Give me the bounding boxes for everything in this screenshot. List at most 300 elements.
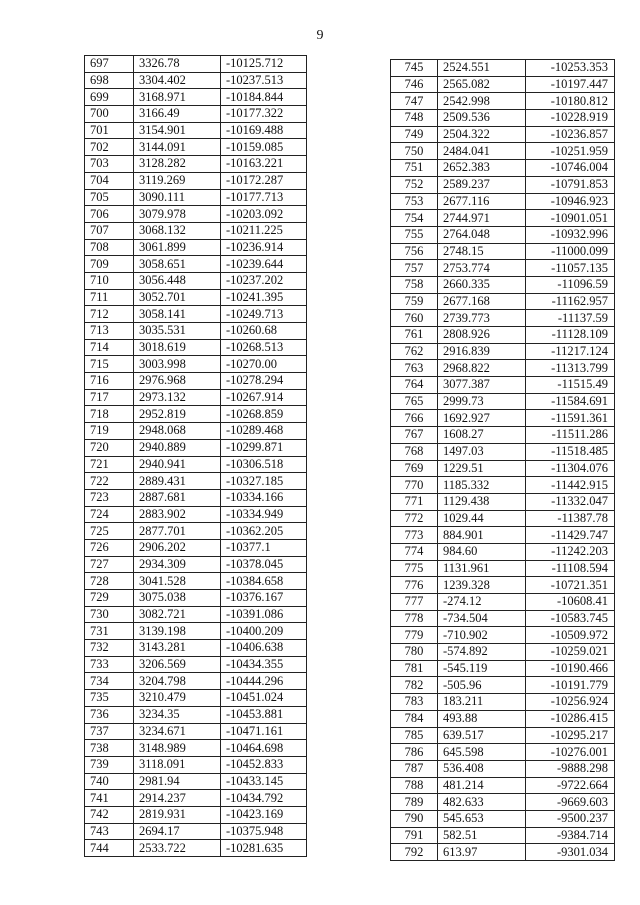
x-coordinate-cell: 2877.701 (134, 523, 221, 540)
x-coordinate-cell: 536.408 (438, 760, 526, 777)
y-coordinate-cell: -11442.915 (526, 477, 615, 494)
x-coordinate-cell: 1692.927 (438, 410, 526, 427)
table-row (391, 777, 615, 794)
y-coordinate-cell: -10253.353 (526, 60, 615, 77)
y-coordinate-cell: -10236.914 (221, 239, 307, 256)
point-number-cell: 768 (391, 443, 438, 460)
y-coordinate-cell: -10260.68 (221, 323, 307, 340)
table-row (85, 590, 307, 607)
table-row (391, 293, 615, 310)
table-row (391, 710, 615, 727)
x-coordinate-cell: 3077.387 (438, 377, 526, 394)
x-coordinate-cell: 3052.701 (134, 289, 221, 306)
table-row (391, 510, 615, 527)
y-coordinate-cell: -10163.221 (221, 156, 307, 173)
point-number-cell: 754 (391, 210, 438, 227)
point-number-cell: 762 (391, 343, 438, 360)
x-coordinate-cell: 3210.479 (134, 690, 221, 707)
table-row (85, 156, 307, 173)
point-number-cell: 697 (85, 56, 134, 73)
y-coordinate-cell: -11242.203 (526, 543, 615, 560)
x-coordinate-cell: 2753.774 (438, 260, 526, 277)
x-coordinate-cell: 639.517 (438, 727, 526, 744)
y-coordinate-cell: -10180.812 (526, 93, 615, 110)
y-coordinate-cell: -9888.298 (526, 760, 615, 777)
table-row (391, 594, 615, 611)
x-coordinate-cell: 3082.721 (134, 606, 221, 623)
table-row (85, 373, 307, 390)
y-coordinate-cell: -10334.166 (221, 489, 307, 506)
table-row (391, 427, 615, 444)
table-row (391, 810, 615, 827)
y-coordinate-cell: -10281.635 (221, 840, 307, 857)
x-coordinate-cell: 2748.15 (438, 243, 526, 260)
y-coordinate-cell: -10286.415 (526, 710, 615, 727)
x-coordinate-cell: 3128.282 (134, 156, 221, 173)
point-number-cell: 763 (391, 360, 438, 377)
x-coordinate-cell: 2940.889 (134, 439, 221, 456)
point-number-cell: 741 (85, 790, 134, 807)
table-row (391, 176, 615, 193)
x-coordinate-cell: -505.96 (438, 677, 526, 694)
point-number-cell: 779 (391, 627, 438, 644)
y-coordinate-cell: -11000.099 (526, 243, 615, 260)
point-number-cell: 789 (391, 794, 438, 811)
x-coordinate-cell: 2744.971 (438, 210, 526, 227)
point-number-cell: 713 (85, 323, 134, 340)
x-coordinate-cell: 3234.35 (134, 706, 221, 723)
table-row (391, 93, 615, 110)
y-coordinate-cell: -11137.59 (526, 310, 615, 327)
y-coordinate-cell: -10237.513 (221, 72, 307, 89)
point-number-cell: 756 (391, 243, 438, 260)
table-row (391, 126, 615, 143)
point-number-cell: 715 (85, 356, 134, 373)
x-coordinate-cell: 2916.839 (438, 343, 526, 360)
y-coordinate-cell: -10299.871 (221, 439, 307, 456)
table-row (391, 327, 615, 344)
y-coordinate-cell: -10190.466 (526, 660, 615, 677)
x-coordinate-cell: 3090.111 (134, 189, 221, 206)
y-coordinate-cell: -10249.713 (221, 306, 307, 323)
x-coordinate-cell: 1185.332 (438, 477, 526, 494)
point-number-cell: 774 (391, 543, 438, 560)
y-coordinate-cell: -10289.468 (221, 423, 307, 440)
x-coordinate-cell: 3143.281 (134, 640, 221, 657)
y-coordinate-cell: -11584.691 (526, 393, 615, 410)
point-number-cell: 781 (391, 660, 438, 677)
y-coordinate-cell: -11108.594 (526, 560, 615, 577)
point-number-cell: 788 (391, 777, 438, 794)
table-row (85, 272, 307, 289)
point-number-cell: 733 (85, 656, 134, 673)
point-number-cell: 704 (85, 172, 134, 189)
y-coordinate-cell: -10453.881 (221, 706, 307, 723)
table-row (85, 89, 307, 106)
y-coordinate-cell: -10451.024 (221, 690, 307, 707)
table-row (85, 506, 307, 523)
x-coordinate-cell: 2764.048 (438, 226, 526, 243)
y-coordinate-cell: -10400.209 (221, 623, 307, 640)
x-coordinate-cell: 2808.926 (438, 327, 526, 344)
y-coordinate-cell: -10946.923 (526, 193, 615, 210)
point-number-cell: 734 (85, 673, 134, 690)
x-coordinate-cell: 613.97 (438, 844, 526, 861)
point-number-cell: 703 (85, 156, 134, 173)
x-coordinate-cell: 3304.402 (134, 72, 221, 89)
point-number-cell: 719 (85, 423, 134, 440)
point-number-cell: 725 (85, 523, 134, 540)
point-number-cell: 758 (391, 276, 438, 293)
table-row (85, 723, 307, 740)
y-coordinate-cell: -10125.712 (221, 56, 307, 73)
y-coordinate-cell: -11332.047 (526, 493, 615, 510)
table-row (85, 473, 307, 490)
x-coordinate-cell: 2914.237 (134, 790, 221, 807)
x-coordinate-cell: 2694.17 (134, 823, 221, 840)
point-number-cell: 700 (85, 106, 134, 123)
table-row (85, 56, 307, 73)
table-row (85, 690, 307, 707)
point-number-cell: 706 (85, 206, 134, 223)
coordinate-table-left (84, 55, 307, 857)
y-coordinate-cell: -10423.169 (221, 806, 307, 823)
y-coordinate-cell: -11429.747 (526, 527, 615, 544)
x-coordinate-cell: 1131.961 (438, 560, 526, 577)
table-row (85, 456, 307, 473)
table-row (85, 222, 307, 239)
point-number-cell: 750 (391, 143, 438, 160)
y-coordinate-cell: -10228.919 (526, 110, 615, 127)
x-coordinate-cell: 3166.49 (134, 106, 221, 123)
point-number-cell: 791 (391, 827, 438, 844)
y-coordinate-cell: -10237.202 (221, 272, 307, 289)
table-row (85, 823, 307, 840)
x-coordinate-cell: 1239.328 (438, 577, 526, 594)
x-coordinate-cell: 3061.899 (134, 239, 221, 256)
point-number-cell: 711 (85, 289, 134, 306)
y-coordinate-cell: -10295.217 (526, 727, 615, 744)
y-coordinate-cell: -10362.205 (221, 523, 307, 540)
table-row (391, 477, 615, 494)
table-row (85, 139, 307, 156)
table-row (85, 323, 307, 340)
point-number-cell: 729 (85, 590, 134, 607)
x-coordinate-cell: 482.633 (438, 794, 526, 811)
y-coordinate-cell: -9722.664 (526, 777, 615, 794)
point-number-cell: 708 (85, 239, 134, 256)
y-coordinate-cell: -11096.59 (526, 276, 615, 293)
x-coordinate-cell: -710.902 (438, 627, 526, 644)
table-row (85, 72, 307, 89)
table-row (391, 527, 615, 544)
table-row (85, 389, 307, 406)
y-coordinate-cell: -10259.021 (526, 644, 615, 661)
table-row (85, 339, 307, 356)
point-number-cell: 738 (85, 740, 134, 757)
point-number-cell: 770 (391, 477, 438, 494)
y-coordinate-cell: -9301.034 (526, 844, 615, 861)
point-number-cell: 742 (85, 806, 134, 823)
y-coordinate-cell: -10377.1 (221, 539, 307, 556)
point-number-cell: 778 (391, 610, 438, 627)
point-number-cell: 722 (85, 473, 134, 490)
table-row (85, 640, 307, 657)
x-coordinate-cell: 884.901 (438, 527, 526, 544)
y-coordinate-cell: -10256.924 (526, 694, 615, 711)
point-number-cell: 702 (85, 139, 134, 156)
y-coordinate-cell: -11511.286 (526, 427, 615, 444)
point-number-cell: 709 (85, 256, 134, 273)
x-coordinate-cell: 3234.671 (134, 723, 221, 740)
x-coordinate-cell: 2973.132 (134, 389, 221, 406)
y-coordinate-cell: -10452.833 (221, 756, 307, 773)
point-number-cell: 764 (391, 377, 438, 394)
point-number-cell: 749 (391, 126, 438, 143)
x-coordinate-cell: 2976.968 (134, 373, 221, 390)
point-number-cell: 790 (391, 810, 438, 827)
table-row (391, 60, 615, 77)
y-coordinate-cell: -10375.948 (221, 823, 307, 840)
y-coordinate-cell: -10721.351 (526, 577, 615, 594)
table-row (391, 827, 615, 844)
x-coordinate-cell: 2968.822 (438, 360, 526, 377)
y-coordinate-cell: -10241.395 (221, 289, 307, 306)
point-number-cell: 705 (85, 189, 134, 206)
table-row (85, 172, 307, 189)
y-coordinate-cell: -10334.949 (221, 506, 307, 523)
point-number-cell: 701 (85, 122, 134, 139)
table-row (391, 794, 615, 811)
x-coordinate-cell: 3154.901 (134, 122, 221, 139)
x-coordinate-cell: 481.214 (438, 777, 526, 794)
point-number-cell: 786 (391, 744, 438, 761)
x-coordinate-cell: 3168.971 (134, 89, 221, 106)
table-row (391, 627, 615, 644)
point-number-cell: 769 (391, 460, 438, 477)
y-coordinate-cell: -10197.447 (526, 76, 615, 93)
x-coordinate-cell: -545.119 (438, 660, 526, 677)
point-number-cell: 740 (85, 773, 134, 790)
point-number-cell: 755 (391, 226, 438, 243)
x-coordinate-cell: 1229.51 (438, 460, 526, 477)
y-coordinate-cell: -10378.045 (221, 556, 307, 573)
y-coordinate-cell: -10901.051 (526, 210, 615, 227)
point-number-cell: 726 (85, 539, 134, 556)
point-number-cell: 699 (85, 89, 134, 106)
x-coordinate-cell: 1029.44 (438, 510, 526, 527)
point-number-cell: 784 (391, 710, 438, 727)
table-row (391, 243, 615, 260)
table-row (85, 256, 307, 273)
x-coordinate-cell: 582.51 (438, 827, 526, 844)
table-row (391, 276, 615, 293)
table-row (85, 790, 307, 807)
table-row (391, 610, 615, 627)
y-coordinate-cell: -10191.779 (526, 677, 615, 694)
x-coordinate-cell: 2739.773 (438, 310, 526, 327)
x-coordinate-cell: 2952.819 (134, 406, 221, 423)
x-coordinate-cell: 493.88 (438, 710, 526, 727)
table-row (391, 76, 615, 93)
x-coordinate-cell: 1129.438 (438, 493, 526, 510)
x-coordinate-cell: 545.653 (438, 810, 526, 827)
y-coordinate-cell: -10236.857 (526, 126, 615, 143)
point-number-cell: 730 (85, 606, 134, 623)
point-number-cell: 721 (85, 456, 134, 473)
point-number-cell: 766 (391, 410, 438, 427)
point-number-cell: 728 (85, 573, 134, 590)
y-coordinate-cell: -10327.185 (221, 473, 307, 490)
point-number-cell: 752 (391, 176, 438, 193)
point-number-cell: 712 (85, 306, 134, 323)
table-row (85, 623, 307, 640)
table-row (85, 239, 307, 256)
x-coordinate-cell: 3068.132 (134, 222, 221, 239)
point-number-cell: 767 (391, 427, 438, 444)
y-coordinate-cell: -10268.513 (221, 339, 307, 356)
table-row (85, 122, 307, 139)
x-coordinate-cell: 2504.322 (438, 126, 526, 143)
table-row (391, 226, 615, 243)
y-coordinate-cell: -10251.959 (526, 143, 615, 160)
x-coordinate-cell: 3003.998 (134, 356, 221, 373)
table-row (85, 206, 307, 223)
x-coordinate-cell: 3204.798 (134, 673, 221, 690)
table-row (85, 289, 307, 306)
point-number-cell: 787 (391, 760, 438, 777)
x-coordinate-cell: 2948.068 (134, 423, 221, 440)
table-row (85, 656, 307, 673)
table-row (391, 160, 615, 177)
x-coordinate-cell: 645.598 (438, 744, 526, 761)
table-row (85, 423, 307, 440)
y-coordinate-cell: -10211.225 (221, 222, 307, 239)
y-coordinate-cell: -10270.00 (221, 356, 307, 373)
table-row (85, 806, 307, 823)
y-coordinate-cell: -9384.714 (526, 827, 615, 844)
table-row (391, 844, 615, 861)
x-coordinate-cell: 2589.237 (438, 176, 526, 193)
point-number-cell: 739 (85, 756, 134, 773)
y-coordinate-cell: -10746.004 (526, 160, 615, 177)
x-coordinate-cell: 2934.309 (134, 556, 221, 573)
table-row (391, 393, 615, 410)
x-coordinate-cell: 2889.431 (134, 473, 221, 490)
y-coordinate-cell: -10177.322 (221, 106, 307, 123)
table-row (85, 556, 307, 573)
table-row (85, 740, 307, 757)
table-row (85, 439, 307, 456)
point-number-cell: 718 (85, 406, 134, 423)
point-number-cell: 732 (85, 640, 134, 657)
x-coordinate-cell: 2981.94 (134, 773, 221, 790)
x-coordinate-cell: 3118.091 (134, 756, 221, 773)
table-row (85, 606, 307, 623)
point-number-cell: 753 (391, 193, 438, 210)
table-row (391, 760, 615, 777)
y-coordinate-cell: -11304.076 (526, 460, 615, 477)
table-row (391, 260, 615, 277)
table-row (391, 360, 615, 377)
y-coordinate-cell: -11591.361 (526, 410, 615, 427)
y-coordinate-cell: -10444.296 (221, 673, 307, 690)
table-row (391, 443, 615, 460)
x-coordinate-cell: 2999.73 (438, 393, 526, 410)
x-coordinate-cell: -734.504 (438, 610, 526, 627)
y-coordinate-cell: -11057.135 (526, 260, 615, 277)
table-row (85, 673, 307, 690)
table-row (391, 210, 615, 227)
table-row (391, 310, 615, 327)
table-row (85, 706, 307, 723)
x-coordinate-cell: 2509.536 (438, 110, 526, 127)
point-number-cell: 748 (391, 110, 438, 127)
table-row (391, 343, 615, 360)
y-coordinate-cell: -11217.124 (526, 343, 615, 360)
y-coordinate-cell: -10267.914 (221, 389, 307, 406)
table-row (85, 539, 307, 556)
point-number-cell: 731 (85, 623, 134, 640)
point-number-cell: 783 (391, 694, 438, 711)
y-coordinate-cell: -10583.745 (526, 610, 615, 627)
table-row (85, 189, 307, 206)
point-number-cell: 707 (85, 222, 134, 239)
point-number-cell: 760 (391, 310, 438, 327)
point-number-cell: 747 (391, 93, 438, 110)
point-number-cell: 716 (85, 373, 134, 390)
y-coordinate-cell: -10509.972 (526, 627, 615, 644)
point-number-cell: 723 (85, 489, 134, 506)
point-number-cell: 710 (85, 272, 134, 289)
x-coordinate-cell: 2883.902 (134, 506, 221, 523)
table-row (391, 110, 615, 127)
x-coordinate-cell: 3056.448 (134, 272, 221, 289)
x-coordinate-cell: 3035.531 (134, 323, 221, 340)
x-coordinate-cell: 3148.989 (134, 740, 221, 757)
y-coordinate-cell: -10169.488 (221, 122, 307, 139)
y-coordinate-cell: -10376.167 (221, 590, 307, 607)
x-coordinate-cell: 3326.78 (134, 56, 221, 73)
x-coordinate-cell: 1497.03 (438, 443, 526, 460)
y-coordinate-cell: -11387.78 (526, 510, 615, 527)
y-coordinate-cell: -11313.799 (526, 360, 615, 377)
x-coordinate-cell: 2524.551 (438, 60, 526, 77)
x-coordinate-cell: 2819.931 (134, 806, 221, 823)
point-number-cell: 727 (85, 556, 134, 573)
x-coordinate-cell: 2940.941 (134, 456, 221, 473)
point-number-cell: 751 (391, 160, 438, 177)
x-coordinate-cell: 2652.383 (438, 160, 526, 177)
coordinate-table-right (390, 59, 615, 861)
y-coordinate-cell: -10608.41 (526, 594, 615, 611)
table-row (85, 406, 307, 423)
y-coordinate-cell: -10471.161 (221, 723, 307, 740)
x-coordinate-cell: 3075.038 (134, 590, 221, 607)
table-row (391, 744, 615, 761)
table-row (391, 410, 615, 427)
table-row (391, 193, 615, 210)
y-coordinate-cell: -10932.996 (526, 226, 615, 243)
point-number-cell: 782 (391, 677, 438, 694)
y-coordinate-cell: -10306.518 (221, 456, 307, 473)
x-coordinate-cell: -574.892 (438, 644, 526, 661)
y-coordinate-cell: -10276.001 (526, 744, 615, 761)
x-coordinate-cell: 3139.198 (134, 623, 221, 640)
y-coordinate-cell: -10791.853 (526, 176, 615, 193)
table-row (391, 644, 615, 661)
x-coordinate-cell: 2533.722 (134, 840, 221, 857)
